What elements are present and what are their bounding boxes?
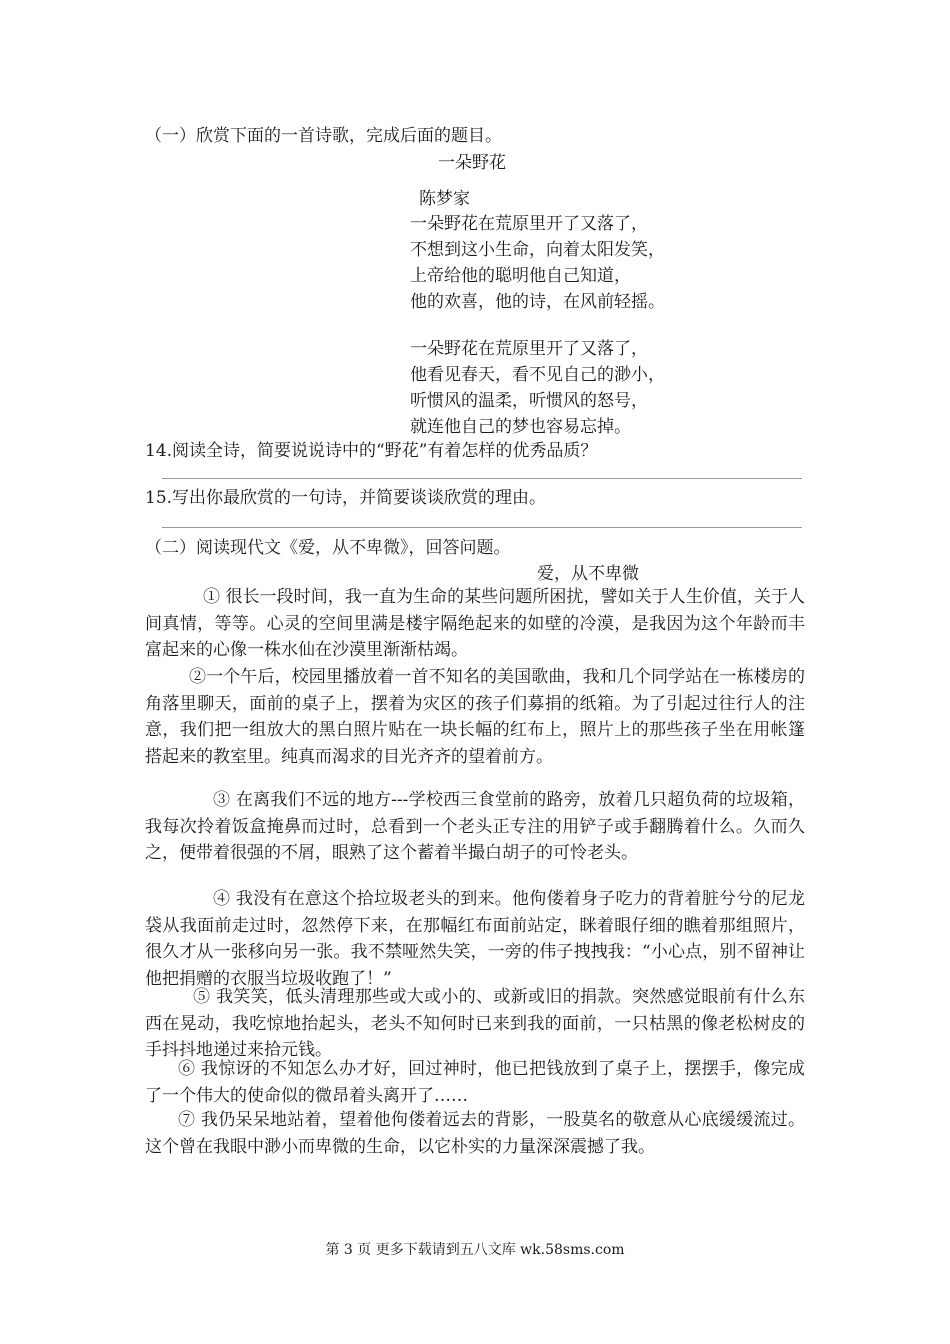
article-title: 爱，从不卑微 — [537, 564, 639, 584]
article-paragraph-2: ②一个午后，校园里播放着一首不知名的美国歌曲，我和几个同学站在一栋楼房的角落里聊天，面前的桌子上，摆着为灾区的孩子们募捐的纸箱。为了引起过往行人的注意，我们把一组放大的黑白照片贴在一块长幅的红布上，照片上的那些孩子坐在用帐篷搭起来的教室里。纯真而渴求的目光齐齐的望着前方。 — [145, 667, 805, 767]
article-paragraph-5: ⑤ 我笑笑，低头清理那些或大或小的、或新或旧的捐款。突然感觉眼前有什么东西在晃动，我吃惊地抬起头，老头不知何时已来到我的面前，一只枯黑的像老松树皮的手抖抖地递过来拾元钱。 — [145, 987, 805, 1060]
poem-line: 听惯风的温柔，听惯风的怒号， — [410, 391, 648, 411]
poem-line: 一朵野花在荒原里开了又落了， — [410, 339, 648, 359]
article-paragraph-1: ① 很长一段时间，我一直为生命的某些问题所困扰，譬如关于人生价值，关于人间真情，等等。心灵的空间里满是楼宇隔绝起来的如壁的冷漠，是我因为这个年龄而丰富起来的心像一株水仙在沙漠里渐渐枯竭。 — [145, 587, 805, 660]
article-paragraph-6: ⑥ 我惊讶的不知怎么办才好，回过神时，他已把钱放到了桌子上，摆摆手，像完成了一个伟大的使命似的微昂着头离开了…… — [145, 1059, 805, 1106]
section2-intro: （二）阅读现代文《爱，从不卑微》，回答问题。 — [145, 538, 511, 558]
section1-intro: （一）欣赏下面的一首诗歌，完成后面的题目。 — [145, 126, 502, 146]
poem-line: 不想到这小生命，向着太阳发笑， — [410, 240, 665, 260]
poem-line: 他看见春天，看不见自己的渺小， — [410, 365, 665, 385]
poem-line: 上帝给他的聪明他自己知道， — [410, 266, 631, 286]
poem-line: 他的欢喜，他的诗，在风前轻摇。 — [410, 292, 665, 312]
article-paragraph-4: ④ 我没有在意这个拾垃圾老头的到来。他佝偻着身子吃力的背着脏兮兮的尼龙袋从我面前走过时，忽然停下来，在那幅红布面前站定，眯着眼仔细的瞧着那组照片，很久才从一张移向另一张。我不禁哑然失笑，一旁的伟子拽拽我：“小心点，别不留神让他把捐赠的衣服当垃圾收跑了！” — [145, 889, 805, 989]
page-footer: 第 3 页 更多下载请到五八文库 wk.58sms.com — [325, 1242, 625, 1258]
article-paragraph-3: ③ 在离我们不远的地方---学校西三食堂前的路旁，放着几只超负荷的垃圾箱，我每次拎着饭盒掩鼻而过时，总看到一个老头正专注的用铲子或手翻腾着什么。久而久之，便带着很强的不屑，眼熟了这个蓄着半撮白胡子的可怜老头。 — [145, 790, 805, 863]
poem-title: 一朵野花 — [438, 153, 506, 173]
poem-line: 一朵野花在荒原里开了又落了， — [410, 214, 648, 234]
poem-author: 陈梦家 — [419, 189, 470, 209]
poem-line: 就连他自己的梦也容易忘掉。 — [410, 417, 631, 437]
article-paragraph-7: ⑦ 我仍呆呆地站着，望着他佝偻着远去的背影，一股莫名的敬意从心底缓缓流过。这个曾在我眼中渺小而卑微的生命，以它朴实的力量深深震撼了我。 — [145, 1110, 805, 1157]
question-15: 15.写出你最欣赏的一句诗，并简要谈谈欣赏的理由。 — [145, 488, 547, 508]
answer-line — [162, 478, 802, 479]
answer-line — [162, 527, 802, 528]
question-14: 14.阅读全诗，简要说说诗中的“野花”有着怎样的优秀品质？ — [145, 441, 598, 461]
